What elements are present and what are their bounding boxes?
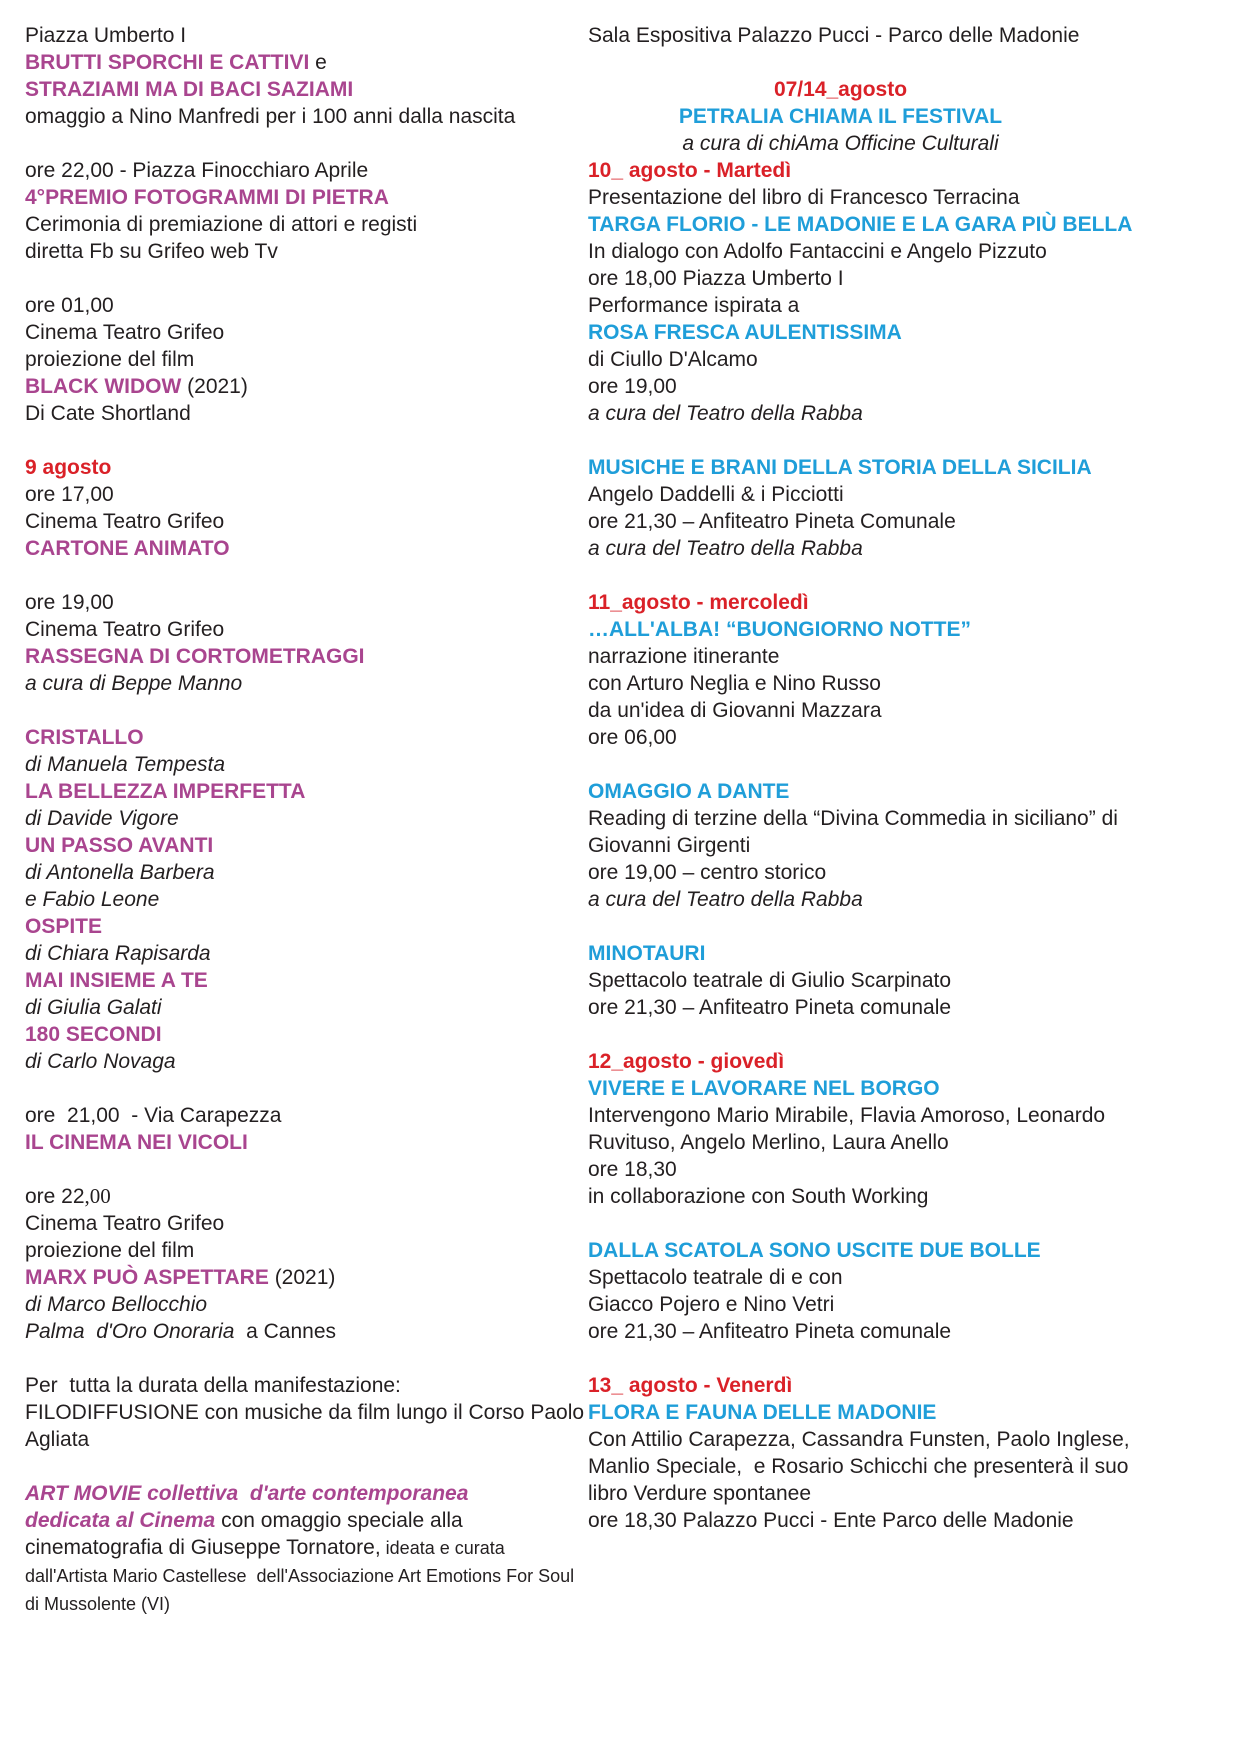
text-line (588, 886, 1233, 913)
text-segment: Spettacolo teatrale di Giulio Scarpinato (588, 969, 952, 992)
text-segment: Di Cate Shortland (25, 402, 191, 425)
text-line (25, 211, 585, 238)
text-segment: cinematografia di Giuseppe Tornatore, (25, 1536, 381, 1559)
text-segment: Cinema Teatro Grifeo (25, 1212, 225, 1235)
text-segment: ,00 (84, 1184, 111, 1208)
text-segment: ore 01,00 (25, 294, 114, 317)
text-segment: MINOTAURI (588, 942, 706, 965)
text-segment: a cura del Teatro della Rabba (588, 537, 863, 560)
text-segment: dedicata al Cinema (25, 1509, 216, 1532)
text-segment: MAI INSIEME A TE (25, 969, 208, 992)
blank-line (25, 1345, 585, 1372)
text-line (25, 1399, 585, 1426)
text-segment: ideata e curata (380, 1538, 505, 1558)
text-segment: a Cannes (234, 1320, 337, 1343)
text-segment: (2021) (268, 1266, 336, 1289)
text-line (25, 22, 585, 49)
text-line (588, 265, 1233, 292)
text-line (25, 76, 585, 103)
text-segment: ore 22 (25, 1185, 85, 1208)
text-line (588, 805, 1233, 832)
text-segment: a cura del Teatro della Rabba (588, 402, 863, 425)
text-segment: ore 21,00 - Via Carapezza (25, 1104, 282, 1127)
text-line (588, 724, 1233, 751)
text-line (588, 778, 1233, 805)
text-line (588, 400, 1233, 427)
text-segment: CARTONE ANIMATO (25, 537, 230, 560)
text-segment: Cinema Teatro Grifeo (25, 618, 225, 641)
text-line (25, 1291, 585, 1318)
text-segment: a cura del Teatro della Rabba (588, 888, 863, 911)
text-line (25, 1562, 585, 1590)
text-segment: ore 17,00 (25, 483, 114, 506)
text-line (588, 373, 1233, 400)
text-line (588, 1264, 1233, 1291)
text-line (588, 454, 1233, 481)
text-line (25, 913, 585, 940)
text-segment: Piazza Umberto I (25, 24, 187, 47)
text-segment: FILODIFFUSIONE con musiche da film lungo il Corso Paolo (25, 1401, 585, 1424)
text-line (588, 319, 1233, 346)
text-line (588, 508, 1233, 535)
text-segment: Sala Espositiva Palazzo Pucci - Parco delle Madonie (588, 24, 1080, 47)
text-line (588, 616, 1233, 643)
text-segment: ore 21,30 – Anfiteatro Pineta comunale (588, 996, 952, 1019)
text-segment: Con Attilio Carapezza, Cassandra Funsten, Paolo Inglese, (588, 1428, 1130, 1451)
text-segment: di Manuela Tempesta (25, 753, 226, 776)
text-line (588, 670, 1233, 697)
text-segment: Ruvituso, Angelo Merlino, Laura Anello (588, 1131, 949, 1154)
text-line (588, 859, 1233, 886)
text-segment: di Chiara Rapisarda (25, 942, 211, 965)
text-line (25, 184, 585, 211)
text-segment: di Antonella Barbera (25, 861, 215, 884)
text-line (588, 103, 1093, 130)
text-line (588, 1048, 1233, 1075)
text-line (588, 1102, 1233, 1129)
text-segment: con Arturo Neglia e Nino Russo (588, 672, 881, 695)
text-line (588, 1399, 1233, 1426)
text-line (25, 1102, 585, 1129)
text-segment: proiezione del film (25, 1239, 195, 1262)
blank-line (588, 1021, 1233, 1048)
text-segment: dall'Artista Mario Castellese dell'Associazione Art Emotions For Soul (25, 1566, 575, 1586)
blank-line (588, 562, 1233, 589)
text-line (25, 589, 585, 616)
text-segment: diretta Fb su Grifeo web Tv (25, 240, 278, 263)
text-line (25, 1048, 585, 1075)
blank-line (588, 1210, 1233, 1237)
text-segment: IL CINEMA NEI VICOLI (25, 1131, 248, 1154)
text-segment: Angelo Daddelli & i Picciotti (588, 483, 844, 506)
text-line (588, 1129, 1233, 1156)
text-line (25, 508, 585, 535)
left-column (25, 22, 585, 1618)
text-line (25, 1590, 585, 1618)
text-line (25, 103, 585, 130)
text-segment: …ALL'ALBA! “BUONGIORNO NOTTE” (588, 618, 971, 641)
text-segment: 11_agosto - mercoledì (588, 591, 809, 614)
text-line (25, 616, 585, 643)
text-segment: ore 18,30 (588, 1158, 677, 1181)
text-line (25, 157, 585, 184)
text-line (25, 859, 585, 886)
text-segment: ore 21,30 – Anfiteatro Pineta Comunale (588, 510, 956, 533)
text-segment: di Davide Vigore (25, 807, 179, 830)
text-segment: VIVERE E LAVORARE NEL BORGO (588, 1077, 940, 1100)
text-segment: MARX PUÒ ASPETTARE (25, 1266, 269, 1289)
text-line (588, 1372, 1233, 1399)
text-line (25, 643, 585, 670)
text-line (25, 1507, 585, 1534)
text-segment: Palma d'Oro Onoraria (25, 1320, 235, 1343)
text-line (25, 292, 585, 319)
text-line (25, 346, 585, 373)
text-segment: PETRALIA CHIAMA IL FESTIVAL (678, 105, 1003, 128)
text-line (25, 481, 585, 508)
text-line (588, 22, 1233, 49)
text-segment: 4°PREMIO FOTOGRAMMI DI PIETRA (25, 186, 389, 209)
text-segment: FLORA E FAUNA DELLE MADONIE (588, 1401, 937, 1424)
text-segment: RASSEGNA DI CORTOMETRAGGI (25, 645, 365, 668)
text-segment: di Carlo Novaga (25, 1050, 176, 1073)
text-segment: TARGA FLORIO - LE MADONIE E LA GARA PIÙ BELLA (588, 213, 1133, 236)
text-line (25, 1318, 585, 1345)
text-segment: ore 18,30 Palazzo Pucci - Ente Parco delle Madonie (588, 1509, 1074, 1532)
text-segment: MUSICHE E BRANI DELLA STORIA DELLA SICILIA (588, 456, 1092, 479)
blank-line (588, 751, 1233, 778)
text-line (588, 535, 1233, 562)
text-line (588, 157, 1233, 184)
text-segment: (2021) (181, 375, 248, 398)
text-line (25, 1480, 585, 1507)
text-segment: Cerimonia di premiazione di attori e registi (25, 213, 418, 236)
text-line (25, 967, 585, 994)
blank-line (588, 49, 1233, 76)
text-line (588, 346, 1233, 373)
text-line (588, 832, 1233, 859)
text-segment: 13_ agosto - Venerdì (588, 1374, 793, 1397)
text-line (25, 778, 585, 805)
text-line (588, 1426, 1233, 1453)
text-segment: STRAZIAMI MA DI BACI SAZIAMI (25, 78, 354, 101)
text-segment: 12_agosto - giovedì (588, 1050, 785, 1073)
text-line (25, 1210, 585, 1237)
text-segment: da un'idea di Giovanni Mazzara (588, 699, 882, 722)
text-segment: con omaggio speciale alla (215, 1509, 463, 1532)
text-line (588, 292, 1233, 319)
text-segment: Cinema Teatro Grifeo (25, 321, 225, 344)
blank-line (25, 130, 585, 157)
text-segment: Giovanni Girgenti (588, 834, 751, 857)
text-segment: LA BELLEZZA IMPERFETTA (25, 780, 306, 803)
text-line (25, 1264, 585, 1291)
text-segment: ROSA FRESCA AULENTISSIMA (588, 321, 902, 344)
text-segment: BLACK WIDOW (25, 375, 182, 398)
text-line (25, 1237, 585, 1264)
text-line (25, 1534, 585, 1562)
text-segment: a cura di Beppe Manno (25, 672, 243, 695)
text-line (588, 1183, 1233, 1210)
blank-line (588, 913, 1233, 940)
text-line (588, 1507, 1233, 1534)
blank-line (588, 427, 1233, 454)
text-line (25, 319, 585, 346)
text-segment: ore 19,00 – centro storico (588, 861, 827, 884)
text-segment: ore 19,00 (588, 375, 677, 398)
text-segment: ore 06,00 (588, 726, 677, 749)
text-segment: ore 21,30 – Anfiteatro Pineta comunale (588, 1320, 952, 1343)
text-segment: e (309, 51, 327, 74)
text-segment: Presentazione del libro di Francesco Terracina (588, 186, 1020, 209)
text-segment: DALLA SCATOLA SONO USCITE DUE BOLLE (588, 1239, 1041, 1262)
text-line (588, 1237, 1233, 1264)
text-segment: ore 18,00 Piazza Umberto I (588, 267, 844, 290)
text-line (25, 373, 585, 400)
text-line (588, 211, 1233, 238)
text-line (25, 724, 585, 751)
blank-line (25, 427, 585, 454)
text-line (25, 805, 585, 832)
text-line (588, 1156, 1233, 1183)
text-line (588, 697, 1233, 724)
text-segment: Spettacolo teatrale di e con (588, 1266, 843, 1289)
text-line (588, 994, 1233, 1021)
text-segment: libro Verdure spontanee (588, 1482, 811, 1505)
text-segment: ore 19,00 (25, 591, 114, 614)
text-segment: omaggio a Nino Manfredi per i 100 anni dalla nascita (25, 105, 516, 128)
blank-line (25, 1453, 585, 1480)
text-segment: CRISTALLO (25, 726, 144, 749)
text-line (25, 400, 585, 427)
text-line (25, 535, 585, 562)
text-segment: UN PASSO AVANTI (25, 834, 214, 857)
right-column (588, 22, 1233, 1534)
text-line (588, 1291, 1233, 1318)
text-segment: In dialogo con Adolfo Fantaccini e Angelo Pizzuto (588, 240, 1047, 263)
text-segment: Per tutta la durata della manifestazione: (25, 1374, 401, 1397)
text-line (25, 1183, 585, 1210)
text-line (588, 1318, 1233, 1345)
blank-line (25, 1156, 585, 1183)
text-segment: di Marco Bellocchio (25, 1293, 208, 1316)
blank-line (25, 562, 585, 589)
text-segment: Cinema Teatro Grifeo (25, 510, 225, 533)
text-segment: proiezione del film (25, 348, 195, 371)
text-segment: Agliata (25, 1428, 90, 1451)
text-segment: in collaborazione con South Working (588, 1185, 929, 1208)
text-segment: a cura di chiAma Officine Culturali (682, 132, 999, 155)
text-line (588, 940, 1233, 967)
blank-line (25, 265, 585, 292)
text-segment: e Fabio Leone (25, 888, 160, 911)
text-line (588, 967, 1233, 994)
text-line (25, 940, 585, 967)
text-segment: 180 SECONDI (25, 1023, 162, 1046)
text-line (588, 130, 1093, 157)
blank-line (25, 1075, 585, 1102)
text-line (588, 589, 1233, 616)
text-segment: Reading di terzine della “Divina Commedia in siciliano” di (588, 807, 1118, 830)
text-line (588, 1075, 1233, 1102)
text-segment: Giacco Pojero e Nino Vetri (588, 1293, 835, 1316)
text-line (588, 184, 1233, 211)
text-segment: OSPITE (25, 915, 103, 938)
text-line (25, 454, 585, 481)
text-segment: di Mussolente (VI) (25, 1594, 171, 1614)
text-line (25, 670, 585, 697)
text-segment: 07/14_agosto (773, 78, 908, 101)
blank-line (588, 1345, 1233, 1372)
text-segment: di Ciullo D'Alcamo (588, 348, 758, 371)
text-segment: Manlio Speciale, e Rosario Schicchi che presenterà il suo (588, 1455, 1129, 1478)
text-segment: Performance ispirata a (588, 294, 800, 317)
text-line (25, 238, 585, 265)
text-line (25, 1021, 585, 1048)
text-segment: Intervengono Mario Mirabile, Flavia Amoroso, Leonardo (588, 1104, 1106, 1127)
blank-line (25, 697, 585, 724)
text-segment: ore 22,00 - Piazza Finocchiaro Aprile (25, 159, 369, 182)
text-line (25, 49, 585, 76)
text-line (25, 994, 585, 1021)
text-line (25, 886, 585, 913)
text-segment: narrazione itinerante (588, 645, 780, 668)
text-segment: ART MOVIE collettiva d'arte contemporanea (25, 1482, 469, 1505)
text-segment: 10_ agosto - Martedì (588, 159, 792, 182)
text-line (588, 1480, 1233, 1507)
text-line (588, 481, 1233, 508)
text-line (588, 76, 1093, 103)
text-line (588, 1453, 1233, 1480)
text-line (25, 1426, 585, 1453)
text-segment: BRUTTI SPORCHI E CATTIVI (25, 51, 310, 74)
text-segment: 9 agosto (25, 456, 112, 479)
text-line (25, 1129, 585, 1156)
text-line (588, 643, 1233, 670)
text-line (25, 1372, 585, 1399)
text-line (588, 238, 1233, 265)
text-line (25, 751, 585, 778)
text-segment: OMAGGIO A DANTE (588, 780, 790, 803)
text-segment: di Giulia Galati (25, 996, 162, 1019)
text-line (25, 832, 585, 859)
